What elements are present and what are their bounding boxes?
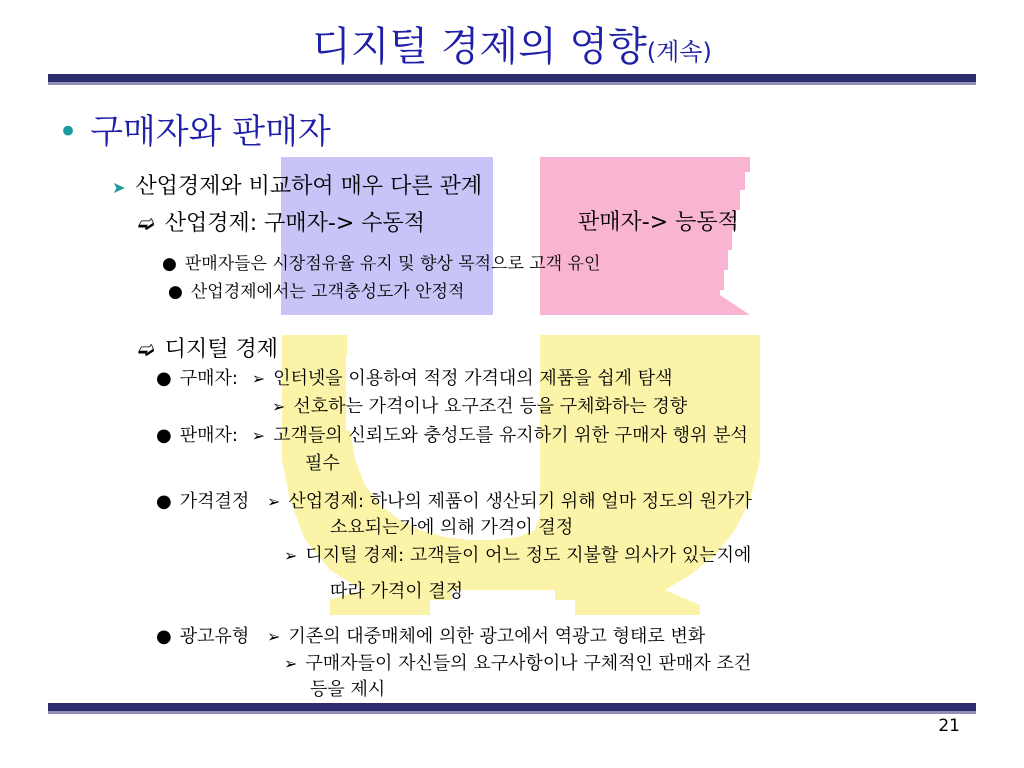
main-point: [112, 174, 482, 201]
dot-icon: ●: [156, 368, 172, 389]
slide-title: [0, 22, 1024, 77]
industrial-bullet-2-text: 산업경제에서는 고객충성도가 안정적: [190, 282, 465, 302]
footer-divider: [48, 703, 976, 711]
hollow-arrow-icon: ➢: [272, 397, 286, 416]
industrial-bullet-2: [168, 280, 464, 304]
title-main: 디지털 경제의 영향: [312, 24, 647, 70]
dot-icon: ●: [156, 491, 172, 512]
buyer-item-1: 인터넷을 이용하여 적정 가격대의 제품을 쉽게 탐색: [273, 368, 673, 389]
solid-arrow-icon: ➫: [138, 211, 155, 235]
dot-icon: ●: [156, 626, 172, 647]
triangle-arrow-icon: ➤: [112, 178, 126, 197]
industrial-bullet-1-text: 판매자들은 시장점유율 유지 및 향상 목적으로 고객 유인: [184, 254, 601, 274]
hollow-arrow-icon: ➢: [267, 492, 281, 511]
digital-label: 디지털 경제: [164, 337, 279, 362]
buyer-term: 구매자:: [179, 368, 238, 389]
pricing-term: 가격결정: [179, 491, 250, 512]
dot-icon: ●: [156, 425, 172, 446]
industrial-seller: 판매자-> 능동적: [578, 210, 739, 235]
bullet-icon: •: [58, 112, 79, 152]
seller-term: 판매자:: [179, 425, 238, 446]
pricing-row-3: [284, 544, 751, 568]
pink-shape: [540, 157, 750, 315]
title-divider: [48, 74, 976, 82]
hollow-arrow-icon: ➢: [251, 369, 266, 388]
buyer-item-2: 선호하는 가격이나 요구조건 등을 구체화하는 경향: [293, 396, 688, 417]
ad-term: 광고유형: [179, 626, 250, 647]
seller-item-1: 고객들의 신뢰도와 충성도를 유지하기 위한 구매자 행위 분석: [273, 425, 748, 446]
ad-row-2: [284, 652, 751, 676]
hollow-arrow-icon: ➢: [251, 426, 266, 445]
industrial-label: 산업경제: 구매자-> 수동적: [164, 211, 426, 236]
buyer-row-2: [272, 395, 687, 419]
page-number: 21: [938, 716, 960, 736]
seller-item-2: 필수: [305, 453, 340, 474]
buyer-row: [156, 367, 673, 391]
pricing-item-2: 소요되는가에 의해 가격이 결정: [330, 517, 574, 538]
heading-text: 구매자와 판매자: [90, 112, 331, 152]
ad-item-3: 등을 제시: [310, 679, 386, 700]
ad-item-2: 구매자들이 자신들의 요구사항이나 구체적인 판매자 조건: [305, 653, 752, 674]
section-heading: [58, 112, 331, 152]
ad-row: [156, 625, 705, 649]
pricing-item-1: 산업경제: 하나의 제품이 생산되기 위해 얼마 정도의 원가가: [288, 491, 752, 512]
pricing-row: [156, 490, 752, 514]
hollow-arrow-icon: ➢: [284, 546, 298, 565]
hollow-arrow-icon: ➢: [267, 627, 281, 646]
solid-arrow-icon: ➫: [138, 337, 155, 361]
ad-item-1: 기존의 대중매체에 의한 광고에서 역광고 형태로 변화: [288, 626, 706, 647]
seller-row: [156, 424, 748, 448]
digital-heading: [138, 336, 278, 363]
main-point-text: 산업경제와 비교하여 매우 다른 관계: [135, 174, 483, 199]
pricing-item-3: 디지털 경제: 고객들이 어느 정도 지불할 의사가 있는지에: [305, 545, 752, 566]
dot-icon: ●: [162, 254, 177, 274]
industrial-heading: [138, 210, 425, 237]
pricing-item-4: 따라 가격이 결정: [330, 581, 464, 602]
title-sub: (계속): [646, 38, 712, 66]
industrial-bullet-1: [162, 252, 600, 276]
hollow-arrow-icon: ➢: [284, 654, 298, 673]
dot-icon: ●: [168, 282, 183, 302]
